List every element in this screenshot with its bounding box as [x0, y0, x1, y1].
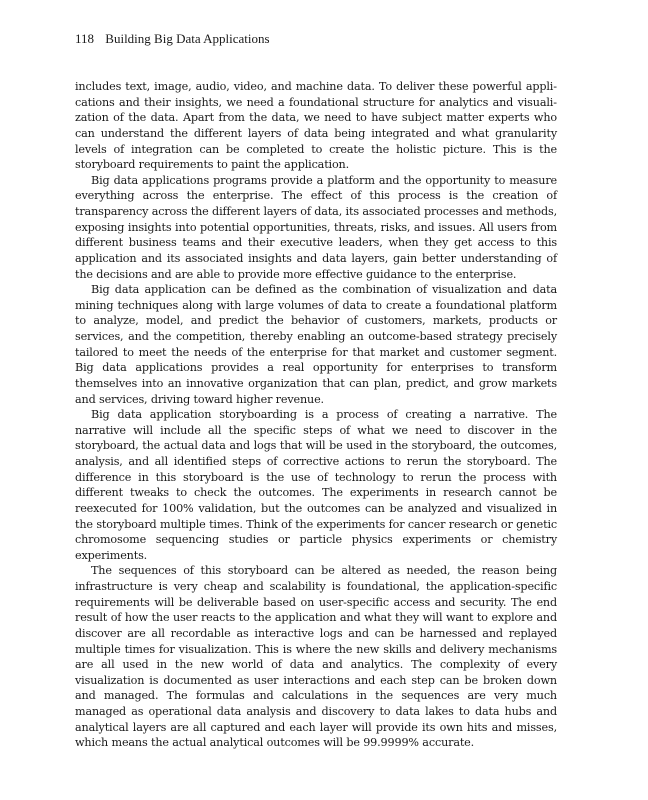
paragraph-continued: includes text, image, audio, video, and machine data. To deliver these powerful applications and their insights, we need a foundational structure for analytics and visualization of the data. Apart from the data, we need to have subject matter experts who can understand the different layers of data being integrated and what granularity levels of integration can be completed to create the holistic picture. This is the storyboard requirements to paint the application.	[75, 80, 557, 172]
paragraph-storyboarding: Big data application storyboarding is a process of creating a narrative. The narrative will include all the specific steps of what we need to discover in the storyboard, the actual data and logs that will be used in the storyboard, the outcomes, analysis, and all identified steps of corrective actions to rerun the storyboard. The difference in this storyboard is the use of technology to rerun the process with different tweaks to check the outcomes. The experiments in research cannot be reexecuted for 100% validation, but the outcomes can be analyzed and visualized in the storyboard multiple times. Think of the experiments for cancer research or genetic chromosome sequencing studies or particle physics experiments or chemistry experiments.	[75, 408, 557, 562]
paragraph-sequences: The sequences of this storyboard can be altered as needed, the reason being infrastructure is very cheap and scalability is foundational, the application-specific requirements will be deliverable based on user-specific access and security. The end result of how the user reacts to the application and what they will want to explore and discover are all recordable as interactive logs and can be harnessed and replayed multiple times for visualization. This is where the new skills and delivery mechanisms are all used in the new world of data and analytics. The complexity of every visualization is documented as user interactions and each step can be broken down and managed. The formulas and calculations in the sequences are very much managed as operational data analysis and discovery to data lakes to data hubs and analytical layers are all captured and each layer will provide its own hits and misses, which means the actual analytical outcomes will be 99.9999% accurate.	[75, 564, 557, 750]
body-text	[75, 79, 557, 751]
book-title: Building Big Data Applications	[105, 31, 270, 46]
paragraph-definition: Big data application can be defined as the combination of visualization and data mining techniques along with large volumes of data to create a foundational platform to analyze, model, and predict the behavior of customers, markets, products or services, and the competition, thereby enabling an outcome-based strategy precisely tailored to meet the needs of the enterprise for that market and customer segment. Big data applications provides a real opportunity for enterprises to transform themselves into an innovative organization that can plan, predict, and grow markets and services, driving toward higher revenue.	[75, 283, 557, 406]
running-header	[75, 31, 270, 47]
page-number: 118	[75, 31, 95, 46]
paragraph-platform: Big data applications programs provide a platform and the opportunity to measure everything across the enterprise. The effect of this process is the creation of transparency across the different layers of data, its associated processes and methods, exposing insights into potential opportunities, threats, risks, and issues. All users from different business teams and their executive leaders, when they get access to this application and its associated insights and data layers, gain better understanding of the decisions and are able to provide more effective guidance to the enterprise.	[75, 173, 557, 281]
